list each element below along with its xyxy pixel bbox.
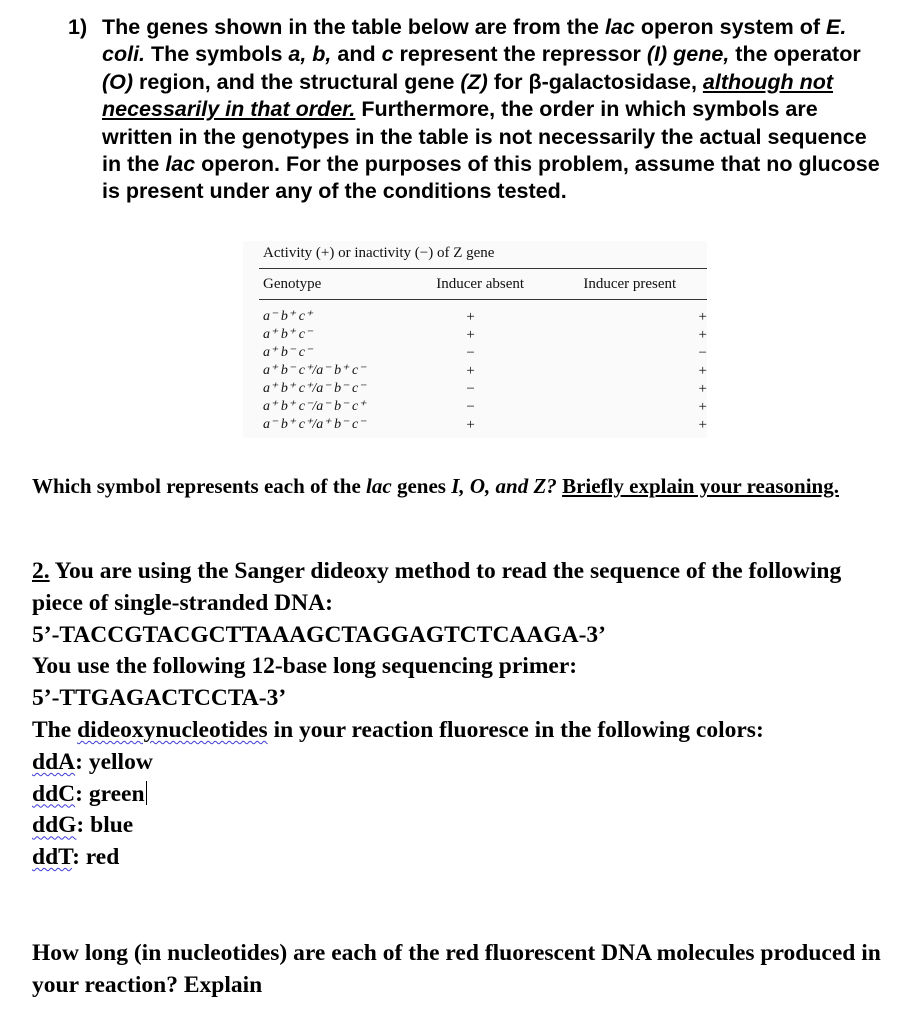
dd-color: green xyxy=(88,780,145,807)
dd-color: yellow xyxy=(88,748,153,775)
question-3: How long (in nucleotides) are each of the red fluorescent DNA molecules produced in your reaction? Explain xyxy=(32,940,881,998)
question-1-segment: operon. For the purposes of this problem, assume that no glucose is present under any of the conditions tested. xyxy=(102,152,880,204)
question-1-segment: the operator xyxy=(729,42,861,67)
question-1-segment: for β-galactosidase, xyxy=(487,69,703,94)
dd-name: ddC xyxy=(32,780,76,807)
which-genes: I, O, and Z? xyxy=(451,474,557,498)
question-1-number: 1) xyxy=(68,15,88,39)
question-2-intro xyxy=(32,556,882,620)
primer-intro: You use the following 12-base long sequencing primer: xyxy=(32,653,578,680)
table-row xyxy=(259,326,707,344)
cell-absent: − xyxy=(466,399,475,415)
table-row xyxy=(259,308,707,326)
question-1-segment: lac xyxy=(604,15,635,39)
dd-name: ddT xyxy=(32,844,73,871)
cell-absent: + xyxy=(466,417,475,433)
cell-genotype: a⁻ b⁺ c⁺/a⁺ b⁻ c⁻ xyxy=(263,417,366,432)
question-1-segment: The symbols xyxy=(145,42,289,67)
cell-absent: − xyxy=(466,381,475,397)
which-question xyxy=(32,473,882,500)
cell-present: + xyxy=(698,363,707,379)
color-item-ddc: ddC: green xyxy=(32,779,882,811)
cell-absent: + xyxy=(466,363,475,379)
header-inducer-absent: Inducer absent xyxy=(436,275,525,292)
which-explain: Briefly explain your reasoning. xyxy=(562,474,839,498)
dd-color: blue xyxy=(90,812,134,839)
cell-present: − xyxy=(698,345,707,361)
text-cursor xyxy=(146,781,148,805)
question-1-segment: operon system of xyxy=(634,15,826,39)
table-row xyxy=(259,416,707,434)
cell-genotype: a⁺ b⁻ c⁺/a⁻ b⁺ c⁻ xyxy=(263,363,366,378)
cell-absent: + xyxy=(466,327,475,343)
question-1-segment: and xyxy=(331,42,382,67)
question-1-segment: c xyxy=(381,42,394,67)
table-row xyxy=(259,398,707,416)
question-1-segment: E. coli. xyxy=(102,15,847,67)
which-text-pre: Which symbol represents each of the xyxy=(32,474,367,498)
fluor-word: dideoxynucleotides xyxy=(77,716,268,743)
question-1-segment: although not necessarily in that order. xyxy=(102,69,834,122)
table-caption: Activity (+) or inactivity (−) of Z gene xyxy=(263,245,495,261)
question-1-segment: lac xyxy=(165,152,196,177)
table-row xyxy=(259,362,707,380)
header-inducer-present: Inducer present xyxy=(583,275,677,292)
question-1-text xyxy=(102,14,888,206)
cell-genotype: a⁺ b⁺ c⁻ xyxy=(263,327,313,342)
table-row xyxy=(259,380,707,398)
color-item-ddg: ddG: blue xyxy=(32,812,134,839)
question-2 xyxy=(32,556,882,874)
question-1-segment: region, and the structural gene xyxy=(133,69,461,94)
cell-present: + xyxy=(698,327,707,343)
question-2-number: 2. xyxy=(32,558,50,584)
color-item-dda: ddA: yellow xyxy=(32,748,153,775)
dna-template: 5’-TACCGTACGCTTAAAGCTAGGAGTCTCAAGA-3’ xyxy=(32,621,607,648)
cell-absent: − xyxy=(466,345,475,361)
fluorescence-text xyxy=(32,715,882,747)
question-1-segment: (I) gene, xyxy=(646,42,730,67)
dd-name: ddG xyxy=(32,812,77,839)
cell-present: + xyxy=(698,381,707,397)
cell-present: + xyxy=(698,417,707,433)
cell-genotype: a⁺ b⁻ c⁻ xyxy=(263,345,313,360)
table-header-row xyxy=(259,269,707,299)
dd-name: ddA xyxy=(32,748,76,775)
cell-genotype: a⁺ b⁺ c⁺/a⁻ b⁻ c⁻ xyxy=(263,381,366,396)
table-row xyxy=(259,344,707,362)
question-1-segment: (O) xyxy=(102,69,134,94)
question-1 xyxy=(68,14,888,206)
question-1-segment: represent the repressor xyxy=(393,42,647,67)
genotype-table xyxy=(243,241,707,438)
dd-color: red xyxy=(85,844,120,871)
question-1-segment: Furthermore, the order in which symbols are written in the genotypes in the table is not necessarily the actual sequence in the xyxy=(102,97,867,177)
cell-present: + xyxy=(698,399,707,415)
header-genotype: Genotype xyxy=(263,275,322,292)
fluor-post: in your reaction fluoresce in the following colors: xyxy=(267,716,764,743)
which-text-mid: genes xyxy=(391,474,452,498)
cell-present: + xyxy=(698,309,707,325)
cell-genotype: a⁺ b⁺ c⁻/a⁻ b⁻ c⁺ xyxy=(263,399,366,414)
question-2-intro-text: You are using the Sanger dideoxy method to read the sequence of the following piece of single-stranded DNA: xyxy=(32,558,842,616)
question-1-segment: a, b, xyxy=(288,42,332,67)
which-lac: lac xyxy=(366,474,392,498)
primer-sequence: 5’-TTGAGACTCCTA-3’ xyxy=(32,685,287,712)
question-1-segment: (Z) xyxy=(460,69,488,94)
cell-genotype: a⁻ b⁺ c⁺ xyxy=(263,309,313,324)
table-body xyxy=(259,300,707,438)
color-item-ddt: ddT: red xyxy=(32,844,120,871)
cell-absent: + xyxy=(466,309,475,325)
fluor-pre: The xyxy=(32,716,78,743)
question-1-segment: The genes shown in the table below are from the xyxy=(102,15,605,39)
